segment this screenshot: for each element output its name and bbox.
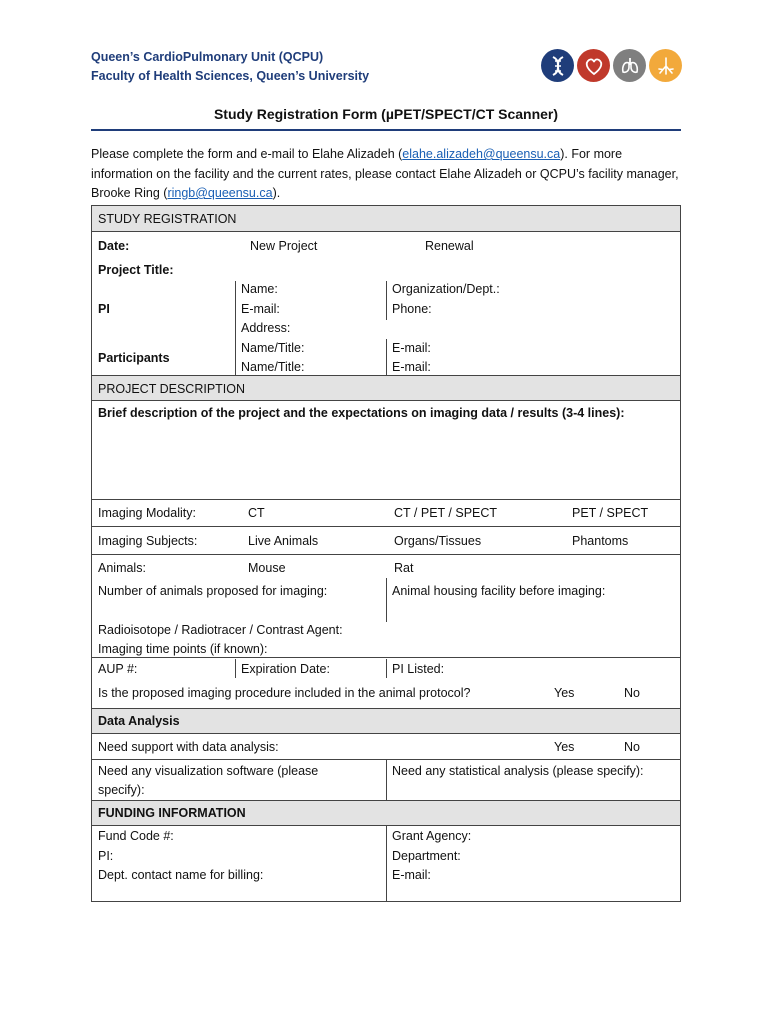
pi-listed-label: PI Listed: <box>392 662 445 676</box>
registration-form <box>91 205 681 902</box>
data-analysis-band <box>92 708 680 733</box>
participant-2-name-label: Name/Title: <box>241 360 305 374</box>
title-rule <box>91 129 681 131</box>
column-divider <box>235 281 236 375</box>
pi-name-label: Name: <box>241 282 278 296</box>
statistical-analysis-label: Need any statistical analysis (please specify): <box>392 764 644 778</box>
divider <box>92 231 680 232</box>
animals-label: Animals: <box>98 561 146 575</box>
renewal-option[interactable]: Renewal <box>425 239 474 253</box>
column-divider <box>386 281 387 320</box>
date-label: Date: <box>98 239 130 253</box>
intro-text-2: ). For more information on the facility and the current rates, please contact Elahe Alizadeh or QCPU’s facility manager, Brooke Ring ( <box>91 147 679 200</box>
visualization-software-label: Need any visualization software (please <box>98 764 319 778</box>
analysis-support-label: Need support with data analysis: <box>98 740 279 754</box>
pi-phone-label: Phone: <box>392 302 432 316</box>
column-divider <box>235 659 236 678</box>
divider <box>92 800 680 801</box>
section-heading-data-analysis: Data Analysis <box>98 714 180 728</box>
email-link-elahe[interactable]: elahe.alizadeh@queensu.ca <box>402 147 561 161</box>
divider <box>92 657 680 658</box>
section-heading-funding: FUNDING INFORMATION <box>98 806 246 820</box>
billing-contact-label: Dept. contact name for billing: <box>98 868 264 882</box>
pi-label: PI <box>98 302 110 316</box>
divider <box>92 733 680 734</box>
imaging-modality-label: Imaging Modality: <box>98 506 196 520</box>
section-heading-project-description: PROJECT DESCRIPTION <box>98 382 246 396</box>
section-heading-study-registration: STUDY REGISTRATION <box>98 212 237 226</box>
column-divider <box>386 825 387 902</box>
project-title-label: Project Title: <box>98 263 174 277</box>
modality-option-ct[interactable]: CT <box>248 506 265 520</box>
divider <box>92 400 680 401</box>
subject-option-phantoms[interactable]: Phantoms <box>572 534 629 548</box>
email-link-brooke[interactable]: ringb@queensu.ca <box>167 186 273 200</box>
visualization-software-label-cont: specify): <box>98 783 145 797</box>
dna-icon <box>541 49 574 82</box>
lungs-icon <box>613 49 646 82</box>
expiration-date-label: Expiration Date: <box>241 662 330 676</box>
radioisotope-label: Radioisotope / Radiotracer / Contrast Agent: <box>98 623 343 637</box>
root-icon <box>649 49 682 82</box>
pi-email-label: E-mail: <box>241 302 280 316</box>
divider <box>92 554 680 555</box>
heart-icon <box>577 49 610 82</box>
subject-option-live-animals[interactable]: Live Animals <box>248 534 319 548</box>
intro-text-3: ). <box>272 186 281 200</box>
department-label: Department: <box>392 849 461 863</box>
animal-option-rat[interactable]: Rat <box>394 561 414 575</box>
logo-strip <box>541 49 682 82</box>
divider <box>92 708 680 709</box>
intro-text-1: Please complete the form and e-mail to Elahe Alizadeh ( <box>91 147 403 161</box>
brief-description-label: Brief description of the project and the expectations on imaging data / results (3-4 lines): <box>98 406 625 420</box>
analysis-yes-option[interactable]: Yes <box>554 740 575 754</box>
housing-facility-label: Animal housing facility before imaging: <box>392 584 606 598</box>
protocol-yes-option[interactable]: Yes <box>554 686 575 700</box>
new-project-option[interactable]: New Project <box>250 239 318 253</box>
funding-pi-label: PI: <box>98 849 114 863</box>
column-divider <box>386 339 387 375</box>
pi-address-label: Address: <box>241 321 291 335</box>
animal-option-mouse[interactable]: Mouse <box>248 561 286 575</box>
faculty-name: Faculty of Health Sciences, Queen’s University <box>91 69 370 83</box>
org-name: Queen’s CardioPulmonary Unit (QCPU) <box>91 50 324 64</box>
number-of-animals-label: Number of animals proposed for imaging: <box>98 584 328 598</box>
participant-1-email-label: E-mail: <box>392 341 431 355</box>
form-title: Study Registration Form (µPET/SPECT/CT Scanner) <box>213 106 559 122</box>
fund-code-label: Fund Code #: <box>98 829 174 843</box>
imaging-time-points-label: Imaging time points (if known): <box>98 642 268 656</box>
subject-option-organs-tissues[interactable]: Organs/Tissues <box>394 534 482 548</box>
aup-label: AUP #: <box>98 662 138 676</box>
org-header <box>91 48 369 86</box>
analysis-no-option[interactable]: No <box>624 740 640 754</box>
pi-organization-label: Organization/Dept.: <box>392 282 500 296</box>
imaging-subjects-label: Imaging Subjects: <box>98 534 198 548</box>
grant-agency-label: Grant Agency: <box>392 829 472 843</box>
divider <box>92 499 680 500</box>
divider <box>92 526 680 527</box>
protocol-no-option[interactable]: No <box>624 686 640 700</box>
participant-2-email-label: E-mail: <box>392 360 431 374</box>
divider <box>92 375 680 376</box>
modality-option-ct-pet-spect[interactable]: CT / PET / SPECT <box>394 506 498 520</box>
protocol-question: Is the proposed imaging procedure included in the animal protocol? <box>98 686 471 700</box>
column-divider <box>386 759 387 800</box>
funding-email-label: E-mail: <box>392 868 431 882</box>
intro-paragraph <box>91 145 685 204</box>
modality-option-pet-spect[interactable]: PET / SPECT <box>572 506 649 520</box>
column-divider <box>386 659 387 678</box>
participant-1-name-label: Name/Title: <box>241 341 305 355</box>
column-divider <box>386 578 387 622</box>
participants-label: Participants <box>98 351 170 365</box>
